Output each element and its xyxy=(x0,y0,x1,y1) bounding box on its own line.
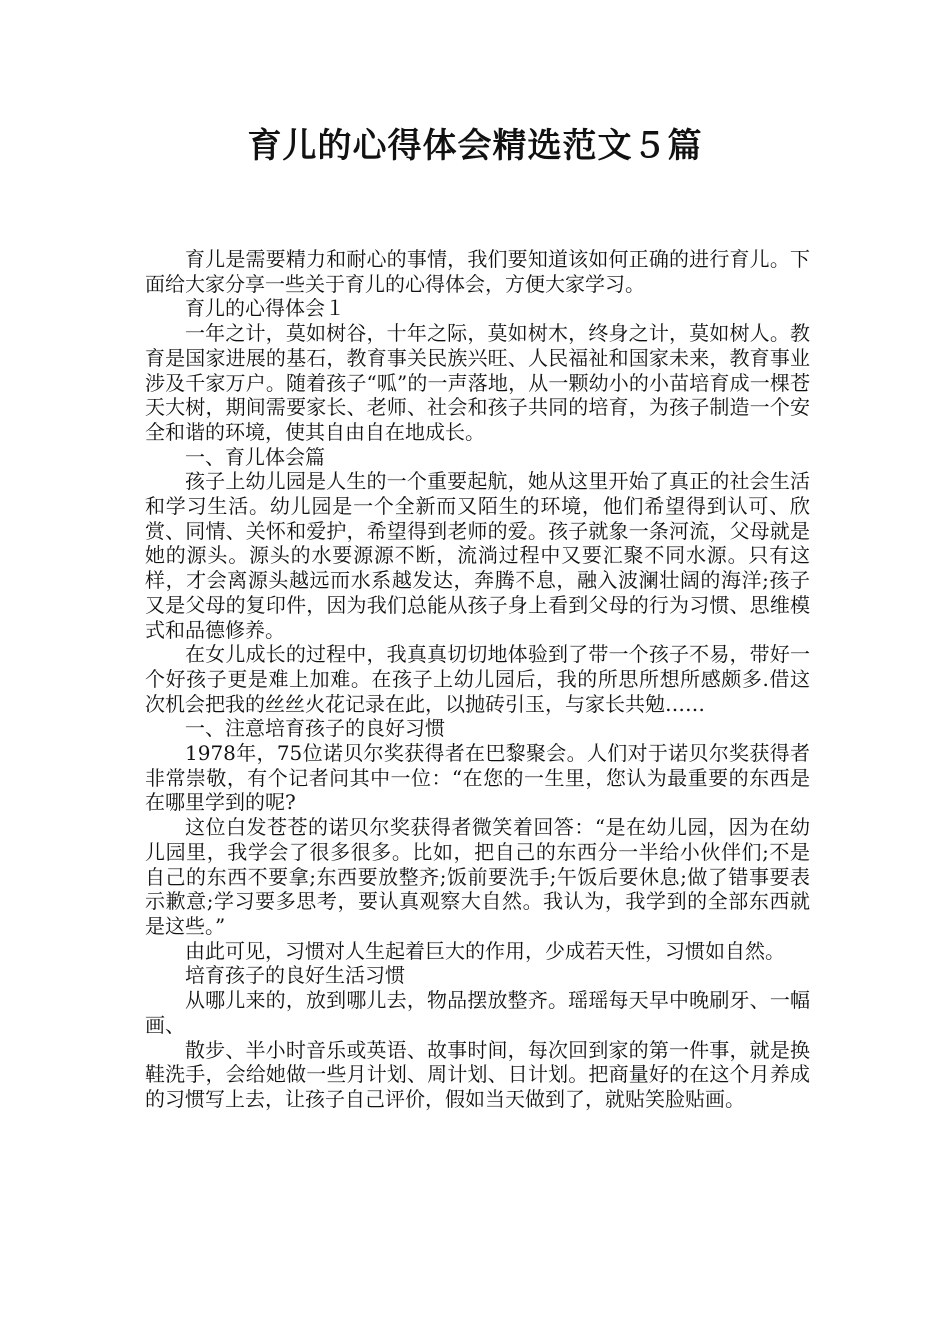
paragraph: 孩子上幼儿园是人生的一个重要起航，她从这里开始了真正的社会生活和学习生活。幼儿园是一个全新而又陌生的环境，他们希望得到认可、欣赏、同情、关怀和爱护，希望得到老师的爱。孩子就象一条河流，父母就是她的源头。源头的水要源源不断，流淌过程中又要汇聚不同水源。只有这样，才会离源头越远而水系越发达，奔腾不息，融入波澜壮阔的海洋;孩子又是父母的复印件，因为我们总能从孩子身上看到父母的行为习惯、思维模式和品德修养。 xyxy=(145,469,810,642)
paragraph-intro: 育儿是需要精力和耐心的事情，我们要知道该如何正确的进行育儿。下面给大家分享一些关于育儿的心得体会，方便大家学习。 xyxy=(145,247,810,296)
paragraph: 1978年，75位诺贝尔奖获得者在巴黎聚会。人们对于诺贝尔奖获得者非常崇敬，有个记者问其中一位：“在您的一生里，您认为最重要的东西是在哪里学到的呢? xyxy=(145,741,810,815)
section-heading-1: 育儿的心得体会１ xyxy=(185,296,345,321)
document-body xyxy=(145,247,810,1112)
paragraph: 散步、半小时音乐或英语、故事时间，每次回到家的第一件事，就是换鞋洗手，会给她做一些月计划、周计划、日计划。把商量好的在这个月养成的习惯写上去，让孩子自己评价，假如当天做到了，就贴笑脸贴画。 xyxy=(145,1037,810,1111)
paragraph: 由此可见，习惯对人生起着巨大的作用，少成若天性，习惯如自然。 xyxy=(185,938,785,963)
document-title: 育儿的心得体会精选范文５篇 xyxy=(247,126,703,166)
paragraph: 这位白发苍苍的诺贝尔奖获得者微笑着回答：“是在幼儿园，因为在幼儿园里，我学会了很多很多。比如，把自己的东西分一半给小伙伴们;不是自己的东西不要拿;东西要放整齐;饭前要洗手;午饭后要休息;做了错事要表示歉意;学习要多思考，要认真观察大自然。我认为，我学到的全部东西就是这些。” xyxy=(145,815,810,938)
paragraph: 从哪儿来的，放到哪儿去，物品摆放整齐。瑶瑶每天早中晚刷牙、一幅画、 xyxy=(145,988,810,1037)
section-heading: 一、育儿体会篇 xyxy=(185,444,325,469)
section-heading: 培育孩子的良好生活习惯 xyxy=(185,963,405,988)
paragraph: 一年之计，莫如树谷，十年之际，莫如树木，终身之计，莫如树人。教育是国家进展的基石，教育事关民族兴旺、人民福祉和国家未来，教育事业涉及千家万户。随着孩子“呱”的一声落地，从一颗幼小的小苗培育成一棵苍天大树，期间需要家长、老师、社会和孩子共同的培育，为孩子制造一个安全和谐的环境，使其自由自在地成长。 xyxy=(145,321,810,444)
paragraph: 在女儿成长的过程中，我真真切切地体验到了带一个孩子不易，带好一个好孩子更是难上加难。在孩子上幼儿园后，我的所思所想所感颇多.借这次机会把我的丝丝火花记录在此，以抛砖引玉，与家长共勉…… xyxy=(145,642,810,716)
section-heading: 一、注意培育孩子的良好习惯 xyxy=(185,716,445,741)
